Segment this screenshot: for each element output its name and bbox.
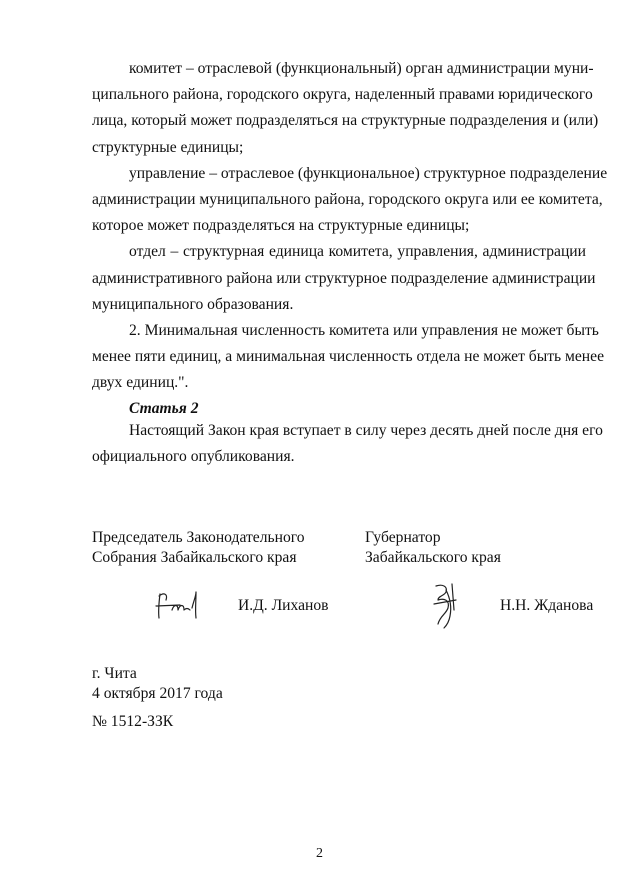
text-line: администрации муниципального района, городского округа или ее комитета,: [92, 191, 603, 209]
page-number: 2: [316, 846, 323, 861]
city: г. Чита: [92, 665, 137, 682]
text-line: официального опубликования.: [92, 448, 295, 466]
text-line: двух единиц.".: [92, 374, 189, 392]
text-line: отдел – структурная единица комитета, управления, администрации: [129, 243, 586, 261]
text-line: Настоящий Закон края вступает в силу через десять дней после дня его: [129, 422, 603, 439]
text-line: административного района или структурное подразделение администрации: [92, 269, 596, 287]
law-text-body: [92, 56, 608, 397]
signatory-right-title-line2: Забайкальского края: [365, 549, 501, 566]
document-number: № 1512-ЗЗК: [92, 713, 174, 730]
article-body: [92, 418, 603, 470]
text-line: ципального района, городского округа, наделенный правами юридического: [92, 86, 593, 104]
text-line: муниципального образования.: [92, 295, 294, 313]
text-line: 2. Минимальная численность комитета или управления не может быть: [129, 322, 599, 340]
signatory-right-title: [365, 528, 501, 568]
signatory-left-title-line2: Собрания Забайкальского края: [92, 549, 297, 566]
text-line: структурные единицы;: [92, 138, 244, 156]
article-heading: Статья 2: [129, 400, 199, 417]
date: 4 октября 2017 года: [92, 685, 223, 702]
paragraph-minimum-staff: [92, 318, 604, 397]
place-and-date: [92, 664, 223, 704]
handwritten-signature-left: [150, 588, 206, 622]
signatory-left-name: И.Д. Лиханов: [238, 597, 329, 614]
paragraph-division-definition: [92, 239, 596, 318]
text-line: которое может подразделяться на структурные единицы;: [92, 217, 470, 235]
text-line: управление – отраслевое (функциональное) структурное подразделение: [129, 164, 608, 182]
signatory-right-title-line1: Губернатор: [365, 529, 441, 546]
signatory-right-name: Н.Н. Жданова: [500, 597, 594, 614]
text-line: комитет – отраслевой (функциональный) орган администрации муни-: [129, 60, 594, 77]
paragraph-committee-definition: [92, 56, 599, 161]
signatory-left-title: [92, 528, 305, 568]
paragraph-department-definition: [92, 161, 608, 240]
text-line: менее пяти единиц, а минимальная численность отдела не может быть менее: [92, 348, 604, 366]
handwritten-signature-right: [424, 580, 464, 630]
signatory-left-title-line1: Председатель Законодательного: [92, 529, 305, 546]
text-line: лица, который может подразделяться на структурные подразделения и (или): [92, 112, 599, 130]
